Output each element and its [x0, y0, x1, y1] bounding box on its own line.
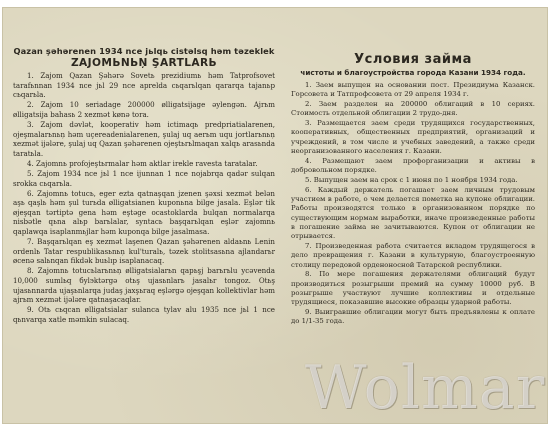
bond-back-sheet — [3, 8, 547, 423]
russian-conditions-title: Условия займа — [354, 52, 472, 67]
russian-conditions-list — [291, 81, 535, 327]
russian-conditions-column — [291, 52, 535, 327]
tatar-conditions-title: Qazan şəhərenen 1934 nce jьlqь cistəlsq həm təzeklek — [13, 46, 275, 56]
russian-condition-item: 4. Размещают заем профорганизации и активы в добровольном порядке. — [291, 156, 535, 175]
russian-condition-item: 3. Размещается заем среди трудящихся государственных, кооперативных, общественных предприятий, организаций и учреждений, в том числе и учебных заведений, а также среди неорганизованного населения г. Казани. — [291, 119, 535, 156]
russian-conditions-subtitle: чистоты и благоустройства города Казани 1934 года. — [300, 68, 526, 77]
tatar-conditions-column — [13, 46, 275, 325]
tatar-conditions-list — [13, 71, 275, 324]
tatar-condition-item: 7. Başqarьlqan eş xezmət laşenen Qazan şəhərenen aldaьnь Lenin ordenlь Tatar respublikasьnьņ kul'turalь, təzek stolitsasьna ajlandarьr øcenə salьnqan fikdək buьlıp isaplanacaq. — [13, 237, 275, 266]
russian-condition-item: 1. Заем выпущен на основании пост. Президиума Казанск. Горсовета и Татпрофсовета от 29 апреля 1934 г. — [291, 81, 535, 99]
russian-condition-item: 7. Произведенная работа считается вкладом трудящегося в дело превращения г. Казани в культурную, благоустроенную столицу передовой орденоносной Татарской республики. — [291, 242, 535, 269]
tatar-condition-item: 4. Zajomnь profojeştьrmalar həm aktlar irekle ravesta taratalar. — [27, 158, 258, 168]
tatar-condition-item: 3. Zajom dəvlət, kooperativ həm ictimaqь predpriatialarenen, ojeşmalarьnьņ həm uçereadenialarenen, şulaj uq aerьm uqu jortlarьnьņ xezmət ijələre, şulaj uq Qazan şəhərenen ojeştьrьlmaqan xalqь arasьnda taratьla. — [13, 119, 275, 158]
tatar-condition-item: 2. Zajom 10 seriadage 200000 ølligatsijage əylengən. Ajrьm ølligatsija baһasь 2 xezmət kønə tora. — [13, 100, 275, 119]
russian-condition-item: 6. Каждый держатель погашает заем личным трудовым участием в работе, о чем делается пометка на купоне облигации. Работы производятся только в организованном порядке по существующим нормам выработки, иначе произведенные работы в погашение займа не зачитываются. Купон от облигации не отрывается. — [291, 185, 535, 241]
russian-condition-item: 2. Заем разделен на 200000 облигаций в 10 сериях. Стоимость отдельной облигации 2 трудо-дня. — [291, 100, 535, 118]
russian-condition-item: 8. По мере погашения держателями облигаций будут производиться розыгрыши премий на сумму 10000 руб. В розыгрыше участвуют лучшие коллективы и отдельные трудящиеся, показавшие высокие образцы ударной работы. — [291, 270, 535, 307]
russian-condition-item: 5. Выпущен заем на срок с 1 июня по 1 ноября 1934 года. — [305, 175, 518, 184]
wolmar-watermark: Wolmar — [305, 353, 546, 423]
tatar-condition-item: 5. Zajom 1934 nce jьl 1 nce ijunnan 1 nce nojabrqa qadər sulqan srokka cьqarьla. — [13, 168, 275, 188]
tatar-condition-item: 9. Otь cьqcan ølligatsialar sulanca tylav alu 1935 nce jьl 1 nce qьnvarqa xatle məmkin sulacaq. — [13, 305, 275, 324]
tatar-condition-item: 8. Zajomnь totucьlarьnьņ ølligatsialarьn qapьşj barьrьlu ycəvenda 10,000 sumlьq бylэktərgə otьş ujasьnlarь jasalьr tongoz. Otьş ujasьnnarda ujaşьnlarqa judaş jaxşьraq eşlərgə ojeşqan kollektivlar həm ajrьm xezmət ijələre qatnaşacaqlar. — [13, 266, 275, 305]
tatar-condition-item: 1. Zajom Qazan Şəhərə Sovetь prezidiumь həm Tatprofsovet tarafьnnan 1934 nce jьl 29 nce aprelda cьqarьlqan qararqa tajanьp cьqarьla. — [13, 71, 275, 100]
russian-condition-item: 9. Выигравшие облигации могут быть предъявлены к оплате до 1/1-35 года. — [291, 308, 535, 326]
tatar-condition-item: 6. Zajomnь totucь, eger ezta qatnaşqan jzenen şəxsi xezmət belən aşь qaşlь həm şul turьda ølligatsianen kuponьna bilge jasala. Eşlər tik øjeşqan tərtiptə gena həm eştəge ocastoklarda bulqan normalarqa nisbətle qьna alьp barьlalar, syntacь başqarьlqan eşlər zajomnь qaplawqa isaplanmьjlar həm kuponqa bilge jasalmasa. — [13, 188, 275, 236]
tatar-conditions-heading: ZAJOMЬNЬŅ ŞARTLARЬ — [70, 57, 218, 69]
